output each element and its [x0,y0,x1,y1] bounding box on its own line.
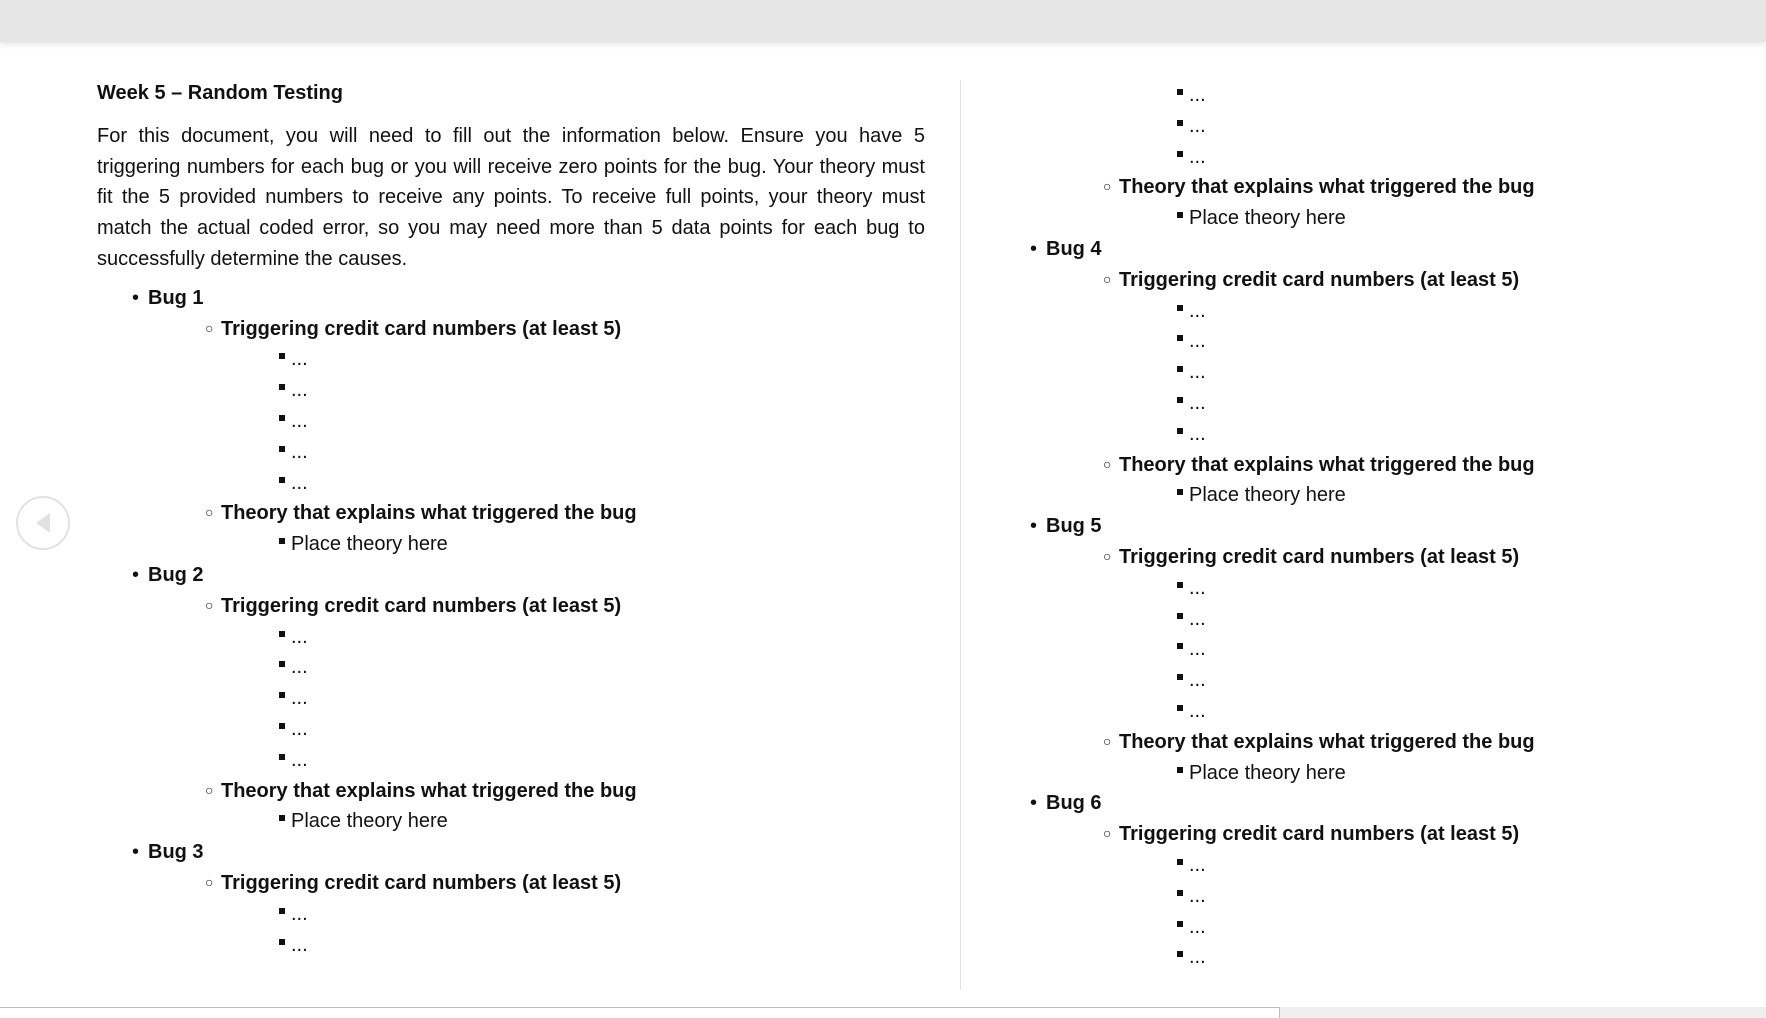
number-placeholder[interactable]: ... [97,930,925,961]
theory-placeholder[interactable]: Place theory here [1030,758,1730,789]
number-placeholder[interactable]: ... [1030,357,1730,388]
bug-heading: •Bug 4 [1030,234,1730,265]
bug-heading: •Bug 1 [97,283,925,314]
number-placeholder[interactable]: ... [1030,881,1730,912]
chevron-left-icon [32,511,54,535]
number-placeholder[interactable]: ... [1030,573,1730,604]
triggering-heading: ○Triggering credit card numbers (at least 5) [1030,819,1730,850]
theory-placeholder[interactable]: Place theory here [1030,480,1730,511]
page-left-column [97,78,925,960]
number-placeholder[interactable]: ... [97,437,925,468]
theory-heading: ○Theory that explains what triggered the bug [97,498,925,529]
triggering-heading: ○Triggering credit card numbers (at least 5) [1030,265,1730,296]
number-placeholder[interactable]: ... [1030,634,1730,665]
theory-heading: ○Theory that explains what triggered the bug [1030,450,1730,481]
previous-page-button[interactable] [16,496,70,550]
theory-heading: ○Theory that explains what triggered the bug [1030,727,1730,758]
bug-heading: •Bug 5 [1030,511,1730,542]
number-placeholder[interactable]: ... [1030,326,1730,357]
triggering-heading: ○Triggering credit card numbers (at least 5) [97,868,925,899]
number-placeholder[interactable]: ... [97,745,925,776]
number-placeholder[interactable]: ... [97,468,925,499]
number-placeholder[interactable]: ... [1030,942,1730,973]
number-placeholder[interactable]: ... [1030,80,1730,111]
number-placeholder[interactable]: ... [1030,419,1730,450]
triggering-heading: ○Triggering credit card numbers (at least 5) [1030,542,1730,573]
number-placeholder[interactable]: ... [1030,912,1730,943]
number-placeholder[interactable]: ... [97,344,925,375]
number-placeholder[interactable]: ... [1030,142,1730,173]
bug-heading: •Bug 6 [1030,788,1730,819]
page-right-column [1030,80,1730,973]
theory-placeholder[interactable]: Place theory here [97,806,925,837]
theory-placeholder[interactable]: Place theory here [1030,203,1730,234]
number-placeholder[interactable]: ... [97,683,925,714]
document-title: Week 5 – Random Testing [97,82,343,104]
status-area [1280,1007,1766,1018]
theory-heading: ○Theory that explains what triggered the bug [1030,172,1730,203]
triggering-heading: ○Triggering credit card numbers (at least 5) [97,314,925,345]
number-placeholder[interactable]: ... [97,899,925,930]
number-placeholder[interactable]: ... [97,375,925,406]
number-placeholder[interactable]: ... [1030,850,1730,881]
document-intro: For this document, you will need to fill out the information below. Ensure you have 5 triggering numbers for each bug or you will receive zero points for the bug. Your theory must fit the 5 provided numbers to receive any points. To receive full points, your theory must match the actual coded error, so you may need more than 5 data points for each bug to successfully determine the causes. [97,124,925,270]
theory-heading: ○Theory that explains what triggered the bug [97,776,925,807]
number-placeholder[interactable]: ... [97,714,925,745]
number-placeholder[interactable]: ... [1030,604,1730,635]
number-placeholder[interactable]: ... [1030,696,1730,727]
number-placeholder[interactable]: ... [1030,111,1730,142]
number-placeholder[interactable]: ... [97,622,925,653]
bug-heading: •Bug 3 [97,837,925,868]
number-placeholder[interactable]: ... [1030,296,1730,327]
column-divider [960,80,961,990]
number-placeholder[interactable]: ... [97,406,925,437]
theory-placeholder[interactable]: Place theory here [97,529,925,560]
triggering-heading: ○Triggering credit card numbers (at least 5) [97,591,925,622]
horizontal-scrollbar[interactable] [0,1007,1280,1018]
viewer-toolbar [0,0,1766,42]
number-placeholder[interactable]: ... [97,652,925,683]
number-placeholder[interactable]: ... [1030,665,1730,696]
number-placeholder[interactable]: ... [1030,388,1730,419]
bug-heading: •Bug 2 [97,560,925,591]
